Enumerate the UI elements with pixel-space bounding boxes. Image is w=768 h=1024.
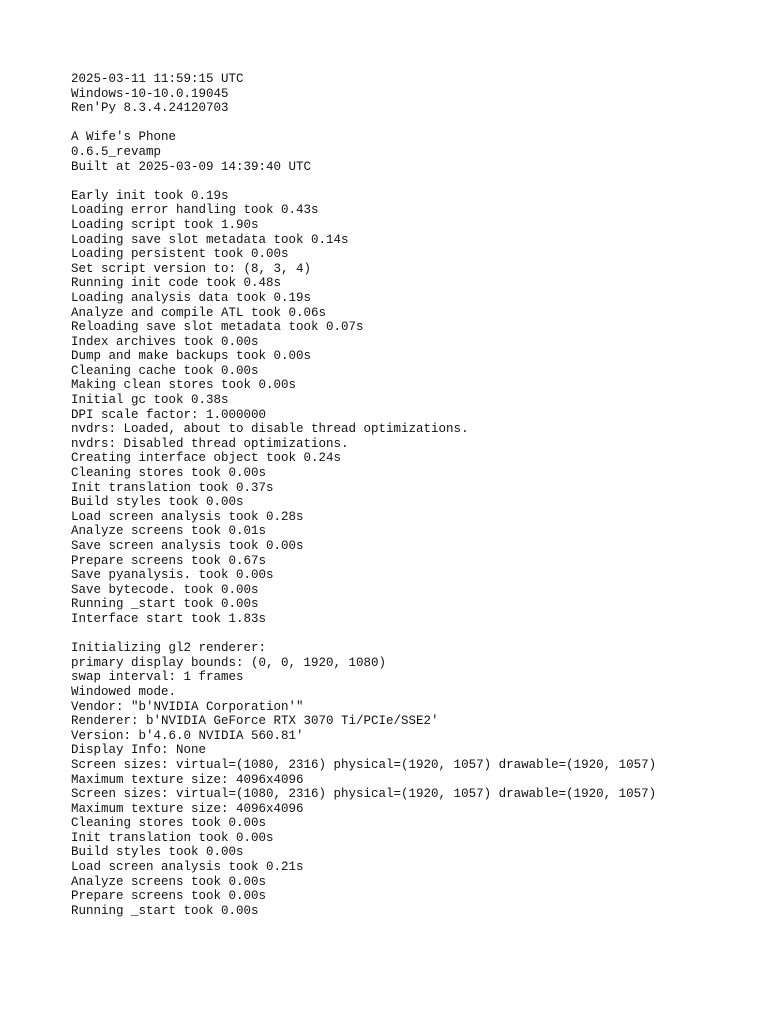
log-line: Reloading save slot metadata took 0.07s bbox=[71, 320, 364, 335]
log-line: A Wife's Phone bbox=[71, 130, 177, 145]
renderer-info-block bbox=[71, 641, 751, 918]
log-line: Init translation took 0.37s bbox=[71, 480, 274, 495]
startup-timings-block bbox=[71, 189, 751, 627]
log-line: Windows-10-10.0.19045 bbox=[71, 86, 229, 101]
log-header-block bbox=[71, 72, 751, 116]
log-line: Index archives took 0.00s bbox=[71, 334, 259, 349]
log-document bbox=[71, 72, 751, 918]
log-line: Prepare screens took 0.00s bbox=[71, 889, 267, 904]
log-line: nvdrs: Disabled thread optimizations. bbox=[71, 436, 349, 451]
log-line: Save pyanalysis. took 0.00s bbox=[71, 568, 274, 583]
log-line: Build styles took 0.00s bbox=[71, 845, 244, 860]
log-line: DPI scale factor: 1.000000 bbox=[71, 407, 267, 422]
log-line: Vendor: "b'NVIDIA Corporation'" bbox=[71, 699, 304, 714]
log-line: nvdrs: Loaded, about to disable thread optimizations. bbox=[71, 422, 469, 437]
blank-line bbox=[71, 627, 751, 642]
log-line: Load screen analysis took 0.21s bbox=[71, 860, 304, 875]
log-line: Cleaning cache took 0.00s bbox=[71, 363, 259, 378]
log-line: Screen sizes: virtual=(1080, 2316) physical=(1920, 1057) drawable=(1920, 1057) bbox=[71, 757, 657, 772]
log-line: Creating interface object took 0.24s bbox=[71, 451, 342, 466]
log-line: 2025-03-11 11:59:15 UTC bbox=[71, 72, 244, 86]
log-line: Making clean stores took 0.00s bbox=[71, 378, 297, 393]
log-line: swap interval: 1 frames bbox=[71, 670, 244, 685]
log-line: Version: b'4.6.0 NVIDIA 560.81' bbox=[71, 728, 304, 743]
log-line: Save bytecode. took 0.00s bbox=[71, 582, 259, 597]
log-line: Initializing gl2 renderer: bbox=[71, 641, 267, 656]
log-line: Running _start took 0.00s bbox=[71, 903, 259, 918]
log-line: Display Info: None bbox=[71, 743, 207, 758]
log-line: Running _start took 0.00s bbox=[71, 597, 259, 612]
log-line: Analyze and compile ATL took 0.06s bbox=[71, 305, 327, 320]
log-line: Save screen analysis took 0.00s bbox=[71, 539, 304, 553]
log-line: Analyze screens took 0.00s bbox=[71, 874, 267, 889]
log-line: Ren'Py 8.3.4.24120703 bbox=[71, 101, 229, 116]
log-line: Screen sizes: virtual=(1080, 2316) physical=(1920, 1057) drawable=(1920, 1057) bbox=[71, 787, 657, 802]
log-line: Analyze screens took 0.01s bbox=[71, 524, 267, 539]
log-line: Maximum texture size: 4096x4096 bbox=[71, 772, 304, 787]
log-line: Built at 2025-03-09 14:39:40 UTC bbox=[71, 159, 312, 174]
log-line: Set script version to: (8, 3, 4) bbox=[71, 261, 312, 276]
log-line: Loading save slot metadata took 0.14s bbox=[71, 232, 349, 247]
game-info-block bbox=[71, 130, 751, 174]
log-line: Load screen analysis took 0.28s bbox=[71, 509, 304, 524]
log-line: primary display bounds: (0, 0, 1920, 1080) bbox=[71, 655, 387, 670]
log-line: Initial gc took 0.38s bbox=[71, 393, 229, 408]
log-line: Windowed mode. bbox=[71, 684, 177, 699]
log-line: Loading error handling took 0.43s bbox=[71, 203, 319, 218]
log-line: Loading analysis data took 0.19s bbox=[71, 290, 312, 305]
log-line: Renderer: b'NVIDIA GeForce RTX 3070 Ti/PCIe/SSE2' bbox=[71, 714, 439, 729]
log-line: 0.6.5_revamp bbox=[71, 144, 162, 159]
log-line: Cleaning stores took 0.00s bbox=[71, 816, 267, 831]
log-line: Running init code took 0.48s bbox=[71, 276, 282, 291]
log-line: Prepare screens took 0.67s bbox=[71, 553, 267, 568]
blank-line bbox=[71, 116, 751, 131]
blank-line bbox=[71, 174, 751, 189]
log-line: Loading script took 1.90s bbox=[71, 217, 259, 232]
log-line: Loading persistent took 0.00s bbox=[71, 247, 289, 262]
log-line: Maximum texture size: 4096x4096 bbox=[71, 801, 304, 816]
log-line: Init translation took 0.00s bbox=[71, 830, 274, 845]
log-line: Dump and make backups took 0.00s bbox=[71, 349, 312, 364]
log-line: Cleaning stores took 0.00s bbox=[71, 466, 267, 481]
log-line: Interface start took 1.83s bbox=[71, 611, 267, 626]
log-line: Early init took 0.19s bbox=[71, 188, 229, 203]
log-line: Build styles took 0.00s bbox=[71, 495, 244, 510]
